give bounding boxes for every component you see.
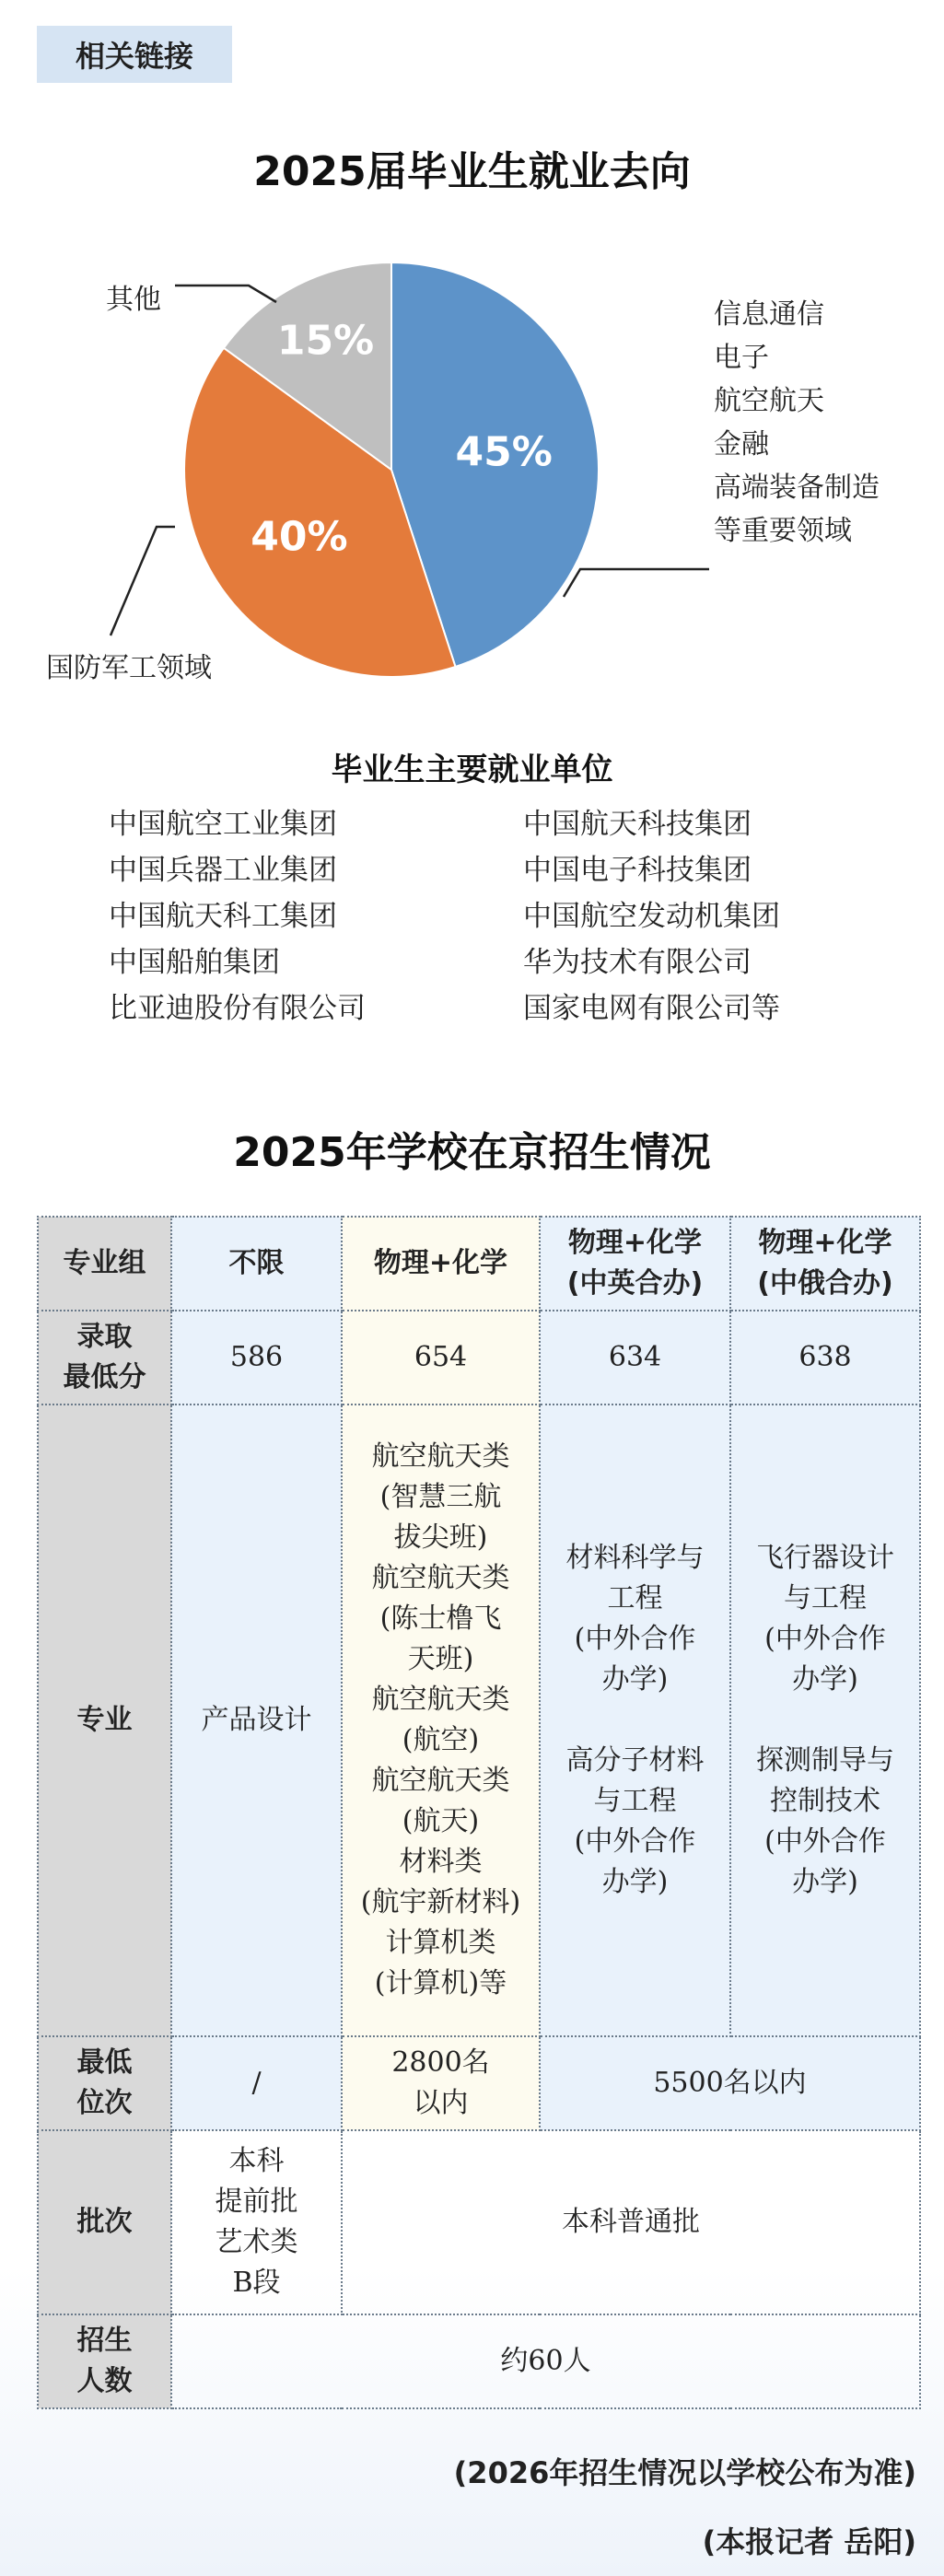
- rank-row-label: [38, 2036, 171, 2130]
- major-line: 办学): [792, 1663, 858, 1696]
- employer-item: 中国航空工业集团: [109, 808, 337, 841]
- employer-item: 比亚迪股份有限公司: [109, 992, 366, 1025]
- major-line: 工程: [607, 1582, 663, 1614]
- main-field-line: 高端装备制造: [714, 472, 880, 504]
- header-text: (中俄合办): [757, 1267, 893, 1300]
- rank-cell: /: [171, 2036, 342, 2130]
- major-line: (航天): [402, 1805, 480, 1837]
- header-text: 物理+化学: [567, 1227, 703, 1259]
- pie-value-label: 15%: [276, 317, 375, 365]
- score-cell: 634: [540, 1311, 730, 1405]
- quota-row-label: [38, 2314, 171, 2408]
- employer-item: 国家电网有限公司等: [523, 992, 780, 1025]
- rank-cell: 5500名以内: [540, 2036, 920, 2130]
- score-cell: 654: [342, 1311, 540, 1405]
- major-line: 办学): [601, 1663, 669, 1696]
- major-line: (航空): [402, 1724, 480, 1756]
- major-line: (航宇新材料): [360, 1886, 521, 1918]
- major-cell: [540, 1405, 730, 2036]
- byline: (本报记者 岳阳): [702, 2524, 916, 2559]
- major-line: 与工程: [784, 1582, 867, 1614]
- label-text: 招生: [76, 2325, 133, 2357]
- header-col-unlimited: 不限: [171, 1217, 342, 1311]
- rank-text: 2800名: [391, 2046, 490, 2079]
- rank-text: 以内: [413, 2087, 469, 2119]
- employer-item: 中国航天科工集团: [109, 900, 337, 933]
- major-cell: [730, 1405, 920, 2036]
- main-field-line: 航空航天: [714, 385, 824, 417]
- major-line: 航空航天类: [371, 1440, 510, 1473]
- table-row: [38, 1217, 920, 1311]
- major-line: (中外合作: [764, 1825, 886, 1858]
- header-text: 物理+化学: [758, 1227, 892, 1259]
- batch-line: 提前批: [215, 2186, 298, 2218]
- label-text: 人数: [76, 2365, 133, 2397]
- leader-line-defense: [111, 527, 175, 635]
- batch-line: 本科: [228, 2145, 285, 2177]
- employer-item: 中国航天科技集团: [523, 808, 752, 841]
- leader-line-main: [564, 569, 709, 597]
- chart-title: 2025届毕业生就业去向: [253, 148, 691, 195]
- pie-value-label: 45%: [455, 428, 553, 476]
- table-title: 2025年学校在京招生情况: [233, 1129, 711, 1176]
- spacer: [737, 1700, 914, 1741]
- major-line: 计算机类: [385, 1927, 496, 1959]
- major-line: (智慧三航: [379, 1481, 502, 1513]
- major-line: 探测制导与: [756, 1744, 894, 1777]
- major-row-label: 专业: [38, 1405, 171, 2036]
- label-text: 录取: [76, 1321, 133, 1353]
- main-field-line: 等重要领域: [714, 515, 852, 547]
- score-cell: 586: [171, 1311, 342, 1405]
- table-row: [38, 1311, 920, 1405]
- major-line: 与工程: [593, 1785, 677, 1817]
- main-field-line: 金融: [714, 428, 769, 460]
- major-line: (陈士橹飞: [379, 1603, 502, 1635]
- major-line: 办学): [601, 1866, 669, 1898]
- major-line: (中外合作: [764, 1623, 886, 1655]
- major-line: 飞行器设计: [756, 1542, 894, 1574]
- defense-label: 国防军工领域: [46, 652, 212, 684]
- related-links-tag: 相关链接: [37, 26, 232, 83]
- major-cell: [342, 1405, 540, 2036]
- batch-cell: 本科普通批: [342, 2130, 920, 2314]
- quota-cell: 约60人: [171, 2314, 920, 2408]
- major-line: 材料科学与: [565, 1542, 705, 1574]
- employers-title: 毕业生主要就业单位: [331, 752, 613, 788]
- header-text: (中英合办): [566, 1267, 704, 1300]
- label-text: 位次: [76, 2087, 133, 2119]
- pie-value-label: 40%: [251, 513, 348, 561]
- employer-item: 中国兵器工业集团: [109, 854, 337, 887]
- table-row: [38, 2130, 920, 2314]
- header-col-sino-russia: [730, 1217, 920, 1311]
- employer-item: 中国电子科技集团: [523, 854, 752, 887]
- footnote: (2026年招生情况以学校公布为准): [453, 2455, 916, 2490]
- employer-item: 中国船舶集团: [109, 946, 280, 979]
- major-line: 拔尖班): [393, 1521, 488, 1554]
- major-line: 航空航天类: [371, 1684, 510, 1716]
- label-text: 最低分: [63, 1361, 146, 1393]
- major-line: (中外合作: [574, 1623, 696, 1655]
- major-line: 航空航天类: [371, 1562, 510, 1594]
- major-line: 控制技术: [770, 1785, 880, 1817]
- header-col-sino-uk: [540, 1217, 730, 1311]
- batch-line: 艺术类: [215, 2226, 298, 2258]
- major-line: 天班): [407, 1643, 474, 1675]
- rank-cell: [342, 2036, 540, 2130]
- table-row: [38, 2036, 920, 2130]
- spacer: [546, 1700, 724, 1741]
- employer-item: 华为技术有限公司: [523, 946, 752, 979]
- score-row-label: [38, 1311, 171, 1405]
- table-row: [38, 1405, 920, 2036]
- major-cell: 产品设计: [171, 1405, 342, 2036]
- major-line: 航空航天类: [371, 1765, 510, 1797]
- major-line: 高分子材料: [565, 1744, 705, 1777]
- header-col-phys-chem: 物理+化学: [342, 1217, 540, 1311]
- employers-list: [109, 803, 864, 1030]
- major-line: 办学): [792, 1866, 858, 1898]
- admission-table: [37, 1216, 921, 2409]
- employer-item: 中国航空发动机集团: [523, 900, 780, 933]
- main-field-line: 电子: [714, 342, 769, 374]
- batch-line: B段: [232, 2267, 281, 2299]
- other-label: 其他: [106, 284, 161, 316]
- major-line: 材料类: [399, 1846, 483, 1878]
- major-line: (中外合作: [574, 1825, 696, 1858]
- main-field-line: 信息通信: [714, 298, 824, 331]
- batch-cell: [171, 2130, 342, 2314]
- leader-line-other: [175, 286, 276, 302]
- score-cell: 638: [730, 1311, 920, 1405]
- table-row: [38, 2314, 920, 2408]
- header-major-group: 专业组: [38, 1217, 171, 1311]
- main-fields-label: [714, 293, 880, 553]
- major-line: (计算机)等: [374, 1967, 507, 1999]
- label-text: 最低: [76, 2046, 133, 2079]
- batch-row-label: 批次: [38, 2130, 171, 2314]
